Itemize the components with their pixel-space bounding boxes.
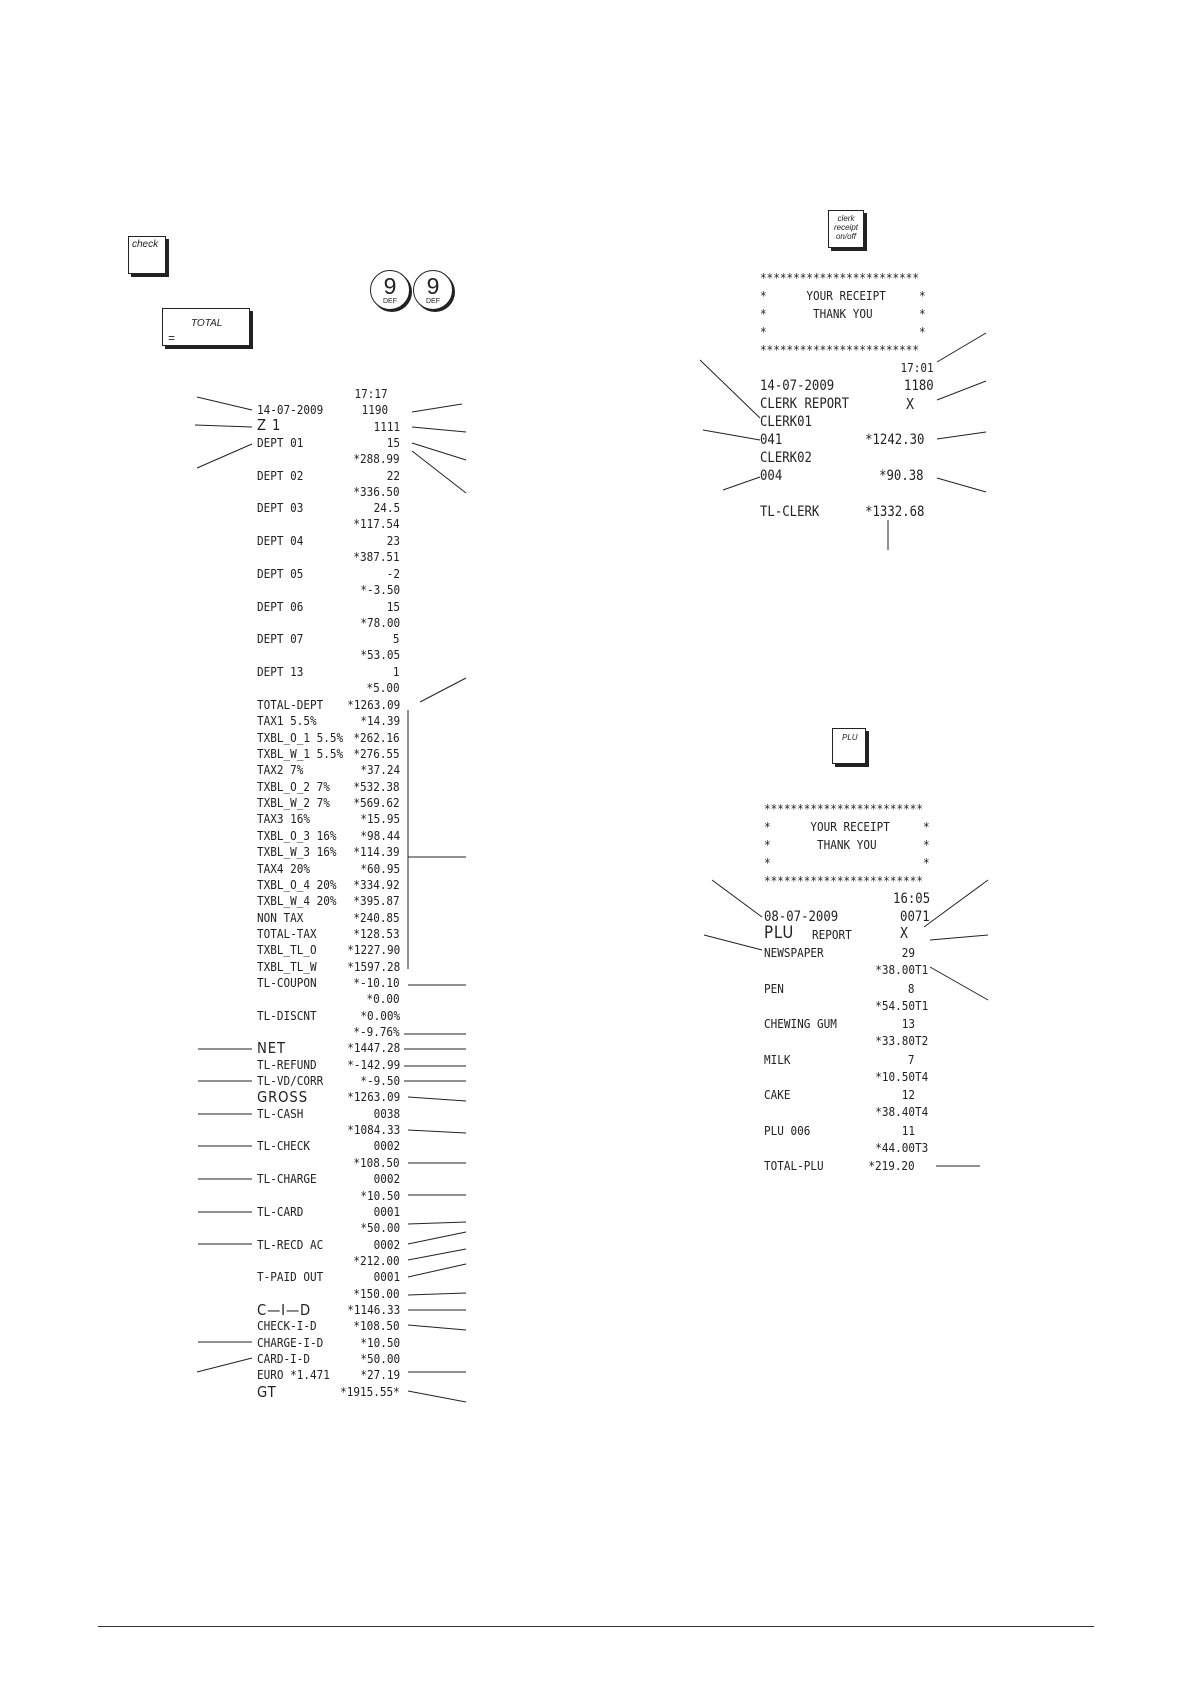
callout-line — [712, 880, 762, 917]
z1-line-41-label: EURO *1.471 — [257, 1367, 330, 1383]
z1-line-5-value: *532.38 — [353, 778, 400, 794]
callout-line — [700, 360, 760, 418]
callout-line — [197, 397, 252, 410]
z1-line-36-value: *150.00 — [353, 1285, 400, 1301]
clerk2-count: 004 — [760, 468, 783, 484]
callout-line — [420, 678, 466, 702]
callout-line — [937, 333, 986, 362]
clerk-header-receipt: * YOUR RECEIPT * — [760, 288, 926, 303]
z1-line-10-label: TAX4 20% — [257, 860, 310, 876]
plu-total-value: *219.20 — [868, 1158, 915, 1173]
dept-0-amount: *288.99 — [353, 451, 400, 466]
z1-line-1-value: *14.39 — [360, 713, 400, 729]
clerk-time: 17:01 — [900, 360, 934, 375]
plu-item-label: CHEWING GUM — [764, 1016, 837, 1031]
z1-line-22-value: *-142.99 — [347, 1056, 400, 1072]
z1-line-23-label: TL-VD/CORR — [257, 1073, 324, 1089]
callout-line — [924, 880, 988, 927]
clerk-header-thanks: * THANK YOU * — [760, 306, 926, 321]
plu-item-label: MILK — [764, 1051, 791, 1067]
z1-line-0-value: *1263.09 — [347, 697, 400, 712]
check-key-label: check — [132, 239, 159, 250]
dept-3-value: 23 — [386, 533, 400, 549]
plu-title-small: REPORT — [812, 927, 852, 942]
z1-line-35-value: 0001 — [373, 1269, 400, 1285]
plu-item-amount: *54.50T1 — [875, 997, 928, 1013]
z1-line-24-label: GROSS — [257, 1088, 308, 1107]
plu-time: 16:05 — [892, 891, 930, 907]
dept-6-value: 5 — [393, 631, 400, 647]
z1-line-11-value: *334.92 — [353, 876, 400, 892]
dept-0-label: DEPT 01 — [257, 435, 304, 450]
z1-line-18-value: *0.00 — [366, 991, 400, 1007]
callout-line — [408, 1222, 466, 1224]
dept-0-value: 15 — [386, 435, 400, 450]
z1-line-0-label: TOTAL-DEPT — [257, 697, 324, 712]
plu-stars-top: ************************ — [764, 801, 923, 816]
z1-line-33-label: TL-RECD AC — [257, 1236, 324, 1252]
plu-number: 0071 — [900, 909, 930, 925]
callout-line — [930, 967, 988, 1000]
digit-9-label: 9 — [383, 273, 397, 299]
z1-line-9-label: TXBL_W_3 16% — [257, 844, 337, 860]
z1-line-6-label: TXBL_W_2 7% — [257, 795, 330, 811]
z1-line-25-label: TL-CASH — [257, 1105, 304, 1121]
dept-7-amount: *5.00 — [366, 679, 400, 695]
plu-item-amount: *38.40T4 — [875, 1104, 928, 1119]
z1-line-16-value: *1597.28 — [347, 958, 400, 974]
dept-4-label: DEPT 05 — [257, 565, 304, 581]
z1-line-24-value: *1263.09 — [347, 1089, 400, 1105]
callout-line — [412, 404, 462, 412]
plu-total-label: TOTAL-PLU — [764, 1158, 824, 1173]
z1-line-11-label: TXBL_O_4 20% — [257, 876, 337, 892]
clerk-total-label: TL-CLERK — [760, 504, 820, 520]
callout-line — [408, 1130, 466, 1133]
callout-line — [408, 1097, 466, 1101]
clerk-date: 14-07-2009 — [760, 378, 835, 394]
dept-6-label: DEPT 07 — [257, 631, 304, 647]
plu-item-qty: 7 — [908, 1051, 915, 1067]
z1-line-12-value: *395.87 — [353, 893, 400, 909]
dept-3-amount: *387.51 — [353, 549, 400, 565]
plu-item-label: PEN — [764, 980, 784, 996]
z1-line-32-value: *50.00 — [360, 1220, 400, 1236]
z1-line-19-value: *0.00% — [360, 1007, 400, 1023]
clerk1-amount: *1242.30 — [864, 432, 924, 448]
z1-line-17-label: TL-COUPON — [257, 974, 317, 990]
clerk-header-blank: * * — [760, 324, 926, 339]
plu-x-mark: X — [900, 924, 908, 942]
callout-line — [197, 444, 252, 468]
z1-line-20-value: *-9.76% — [353, 1024, 400, 1039]
clerk1-name: CLERK01 — [760, 414, 812, 430]
plu-item-qty: 8 — [908, 980, 915, 996]
z1-line-7-value: *15.95 — [360, 811, 400, 827]
z1-line-17-value: *-10.10 — [353, 974, 400, 990]
dept-1-amount: *336.50 — [353, 483, 400, 499]
z1-line-33-value: 0002 — [373, 1236, 400, 1252]
clerk2-name: CLERK02 — [760, 450, 812, 466]
callout-line — [408, 1325, 466, 1330]
z1-line-2-label: TXBL_O_1 5.5% — [257, 729, 344, 745]
z1-line-38-value: *108.50 — [353, 1318, 400, 1334]
clerk-total-value: *1332.68 — [864, 504, 924, 520]
z1-line-27-value: 0002 — [373, 1138, 400, 1154]
dept-2-label: DEPT 03 — [257, 500, 304, 516]
callout-line — [937, 478, 986, 492]
z1-line-4-label: TAX2 7% — [257, 762, 304, 778]
clerk-number: 1180 — [904, 378, 934, 394]
z1-line-40-label: CARD-I-D — [257, 1351, 310, 1366]
clerk2-amount: *90.38 — [879, 468, 924, 484]
z1-line-2-value: *262.16 — [353, 729, 400, 745]
plu-key-label: PLU — [842, 733, 858, 742]
z1-line-42-label: GT — [257, 1382, 277, 1401]
total-key-label: TOTAL — [191, 318, 223, 329]
z1-line-39-label: CHARGE-I-D — [257, 1334, 324, 1350]
z1-line-31-label: TL-CARD — [257, 1203, 304, 1219]
callout-line — [723, 477, 760, 490]
z1-line-13-value: *240.85 — [353, 909, 400, 925]
z1-line-26-value: *1084.33 — [347, 1122, 400, 1138]
dept-2-amount: *117.54 — [353, 516, 400, 532]
z1-line-7-label: TAX3 16% — [257, 811, 310, 827]
z1-line-37-value: *1146.33 — [347, 1301, 400, 1317]
z1-line-3-label: TXBL_W_1 5.5% — [257, 746, 344, 762]
z1-line-30-value: *10.50 — [360, 1187, 400, 1203]
callout-line — [408, 1264, 466, 1277]
z1-report-label: Z 1 — [257, 416, 282, 434]
z1-line-1-label: TAX1 5.5% — [257, 713, 317, 729]
dept-5-label: DEPT 06 — [257, 598, 304, 614]
z1-line-28-value: *108.50 — [353, 1154, 400, 1170]
plu-item-amount: *10.50T4 — [875, 1068, 928, 1084]
clerk-title: CLERK REPORT — [760, 396, 850, 412]
digit-9-label: 9 — [426, 273, 440, 299]
z1-line-16-label: TXBL_TL_W — [257, 958, 317, 974]
z1-line-38-label: CHECK-I-D — [257, 1318, 317, 1334]
z1-line-4-value: *37.24 — [360, 762, 400, 778]
z1-date: 14-07-2009 — [257, 402, 324, 417]
plu-stars-bottom: ************************ — [764, 873, 923, 888]
z1-line-29-label: TL-CHARGE — [257, 1171, 317, 1187]
plu-item-amount: *38.00T1 — [875, 962, 928, 977]
z1-line-39-value: *10.50 — [360, 1334, 400, 1350]
plu-date: 08-07-2009 — [764, 909, 839, 925]
dept-1-label: DEPT 02 — [257, 467, 304, 483]
plu-item-qty: 13 — [901, 1016, 915, 1031]
dept-7-value: 1 — [393, 663, 400, 679]
dept-7-label: DEPT 13 — [257, 663, 304, 679]
clerk1-count: 041 — [760, 432, 783, 448]
z1-line-37-label: C—I—D — [257, 1300, 312, 1319]
callout-line — [197, 1358, 252, 1372]
digit-9-sub-label: DEF — [383, 298, 397, 305]
dept-5-value: 15 — [386, 598, 400, 614]
plu-item-label: CAKE — [764, 1087, 791, 1102]
z1-line-5-label: TXBL_O_2 7% — [257, 778, 330, 794]
z1-line-8-label: TXBL_O_3 16% — [257, 827, 337, 843]
clerk-x-mark: X — [906, 395, 914, 413]
callout-line — [930, 935, 988, 940]
z1-line-12-label: TXBL_W_4 20% — [257, 893, 337, 909]
z1-line-41-value: *27.19 — [360, 1367, 400, 1383]
plu-item-qty: 11 — [901, 1122, 915, 1138]
callout-line — [408, 1293, 466, 1295]
onoff-key-label: on/off — [835, 232, 856, 241]
z1-time: 17:17 — [354, 386, 388, 401]
callout-line — [703, 430, 760, 440]
dept-2-value: 24.5 — [373, 500, 400, 516]
callout-line — [408, 1391, 466, 1402]
plu-item-label: NEWSPAPER — [764, 945, 824, 960]
z1-line-13-label: NON TAX — [257, 909, 304, 925]
plu-header-receipt: * YOUR RECEIPT * — [764, 819, 930, 834]
z1-line-14-label: TOTAL-TAX — [257, 925, 317, 941]
z1-line-27-label: TL-CHECK — [257, 1138, 310, 1154]
z1-line-10-value: *60.95 — [360, 860, 400, 876]
clerk-key-label: clerk — [837, 214, 855, 223]
plu-item-label: PLU 006 — [764, 1122, 811, 1138]
dept-3-label: DEPT 04 — [257, 533, 304, 549]
dept-1-value: 22 — [386, 467, 400, 483]
callout-line — [195, 425, 252, 427]
z1-line-40-value: *50.00 — [360, 1351, 400, 1366]
equals-key-label: = — [168, 331, 176, 345]
plu-item-qty: 29 — [901, 945, 915, 960]
z1-line-23-value: *-9.50 — [360, 1073, 400, 1089]
z1-line-21-label: NET — [257, 1039, 286, 1058]
z1-line-3-value: *276.55 — [353, 746, 400, 762]
z1-line-42-value: *1915.55* — [340, 1383, 400, 1399]
dept-4-value: -2 — [386, 565, 400, 581]
callout-line — [937, 381, 986, 400]
z1-line-8-value: *98.44 — [360, 827, 400, 843]
z1-line-14-value: *128.53 — [353, 925, 400, 941]
z1-line-31-value: 0001 — [373, 1203, 400, 1219]
plu-item-amount: *44.00T3 — [875, 1139, 928, 1155]
plu-header-blank: * * — [764, 855, 930, 870]
callout-line — [704, 935, 762, 950]
dept-4-amount: *-3.50 — [360, 581, 400, 597]
digit-9-sub-label: DEF — [426, 298, 440, 305]
z1-line-35-label: T-PAID OUT — [257, 1269, 324, 1285]
plu-item-amount: *33.80T2 — [875, 1033, 928, 1048]
dept-6-amount: *53.05 — [360, 647, 400, 663]
z1-line-15-value: *1227.90 — [347, 942, 400, 958]
z1-line-15-label: TXBL_TL_O — [257, 942, 317, 958]
z1-line-19-label: TL-DISCNT — [257, 1007, 317, 1023]
z1-line-29-value: 0002 — [373, 1171, 400, 1187]
plu-item-qty: 12 — [901, 1087, 915, 1102]
z1-line-9-value: *114.39 — [353, 844, 400, 860]
z1-code: 1111 — [373, 419, 400, 434]
plu-header-thanks: * THANK YOU * — [764, 837, 930, 852]
z1-line-22-label: TL-REFUND — [257, 1056, 317, 1072]
z1-line-25-value: 0038 — [373, 1105, 400, 1121]
z1-line-6-value: *569.62 — [353, 795, 400, 811]
z1-line-34-value: *212.00 — [353, 1252, 400, 1268]
callout-line — [408, 1249, 466, 1260]
callout-line — [412, 427, 466, 432]
plu-title-big: PLU — [764, 923, 795, 943]
clerk-stars-top: ************************ — [760, 270, 919, 285]
receipt-key-label: receipt — [833, 223, 858, 232]
z1-number: 1190 — [361, 402, 388, 417]
callout-line — [937, 432, 986, 439]
clerk-stars-bottom: ************************ — [760, 342, 919, 357]
z1-line-21-value: *1447.28 — [347, 1040, 400, 1056]
callout-line — [408, 1232, 466, 1244]
dept-5-amount: *78.00 — [360, 614, 400, 630]
